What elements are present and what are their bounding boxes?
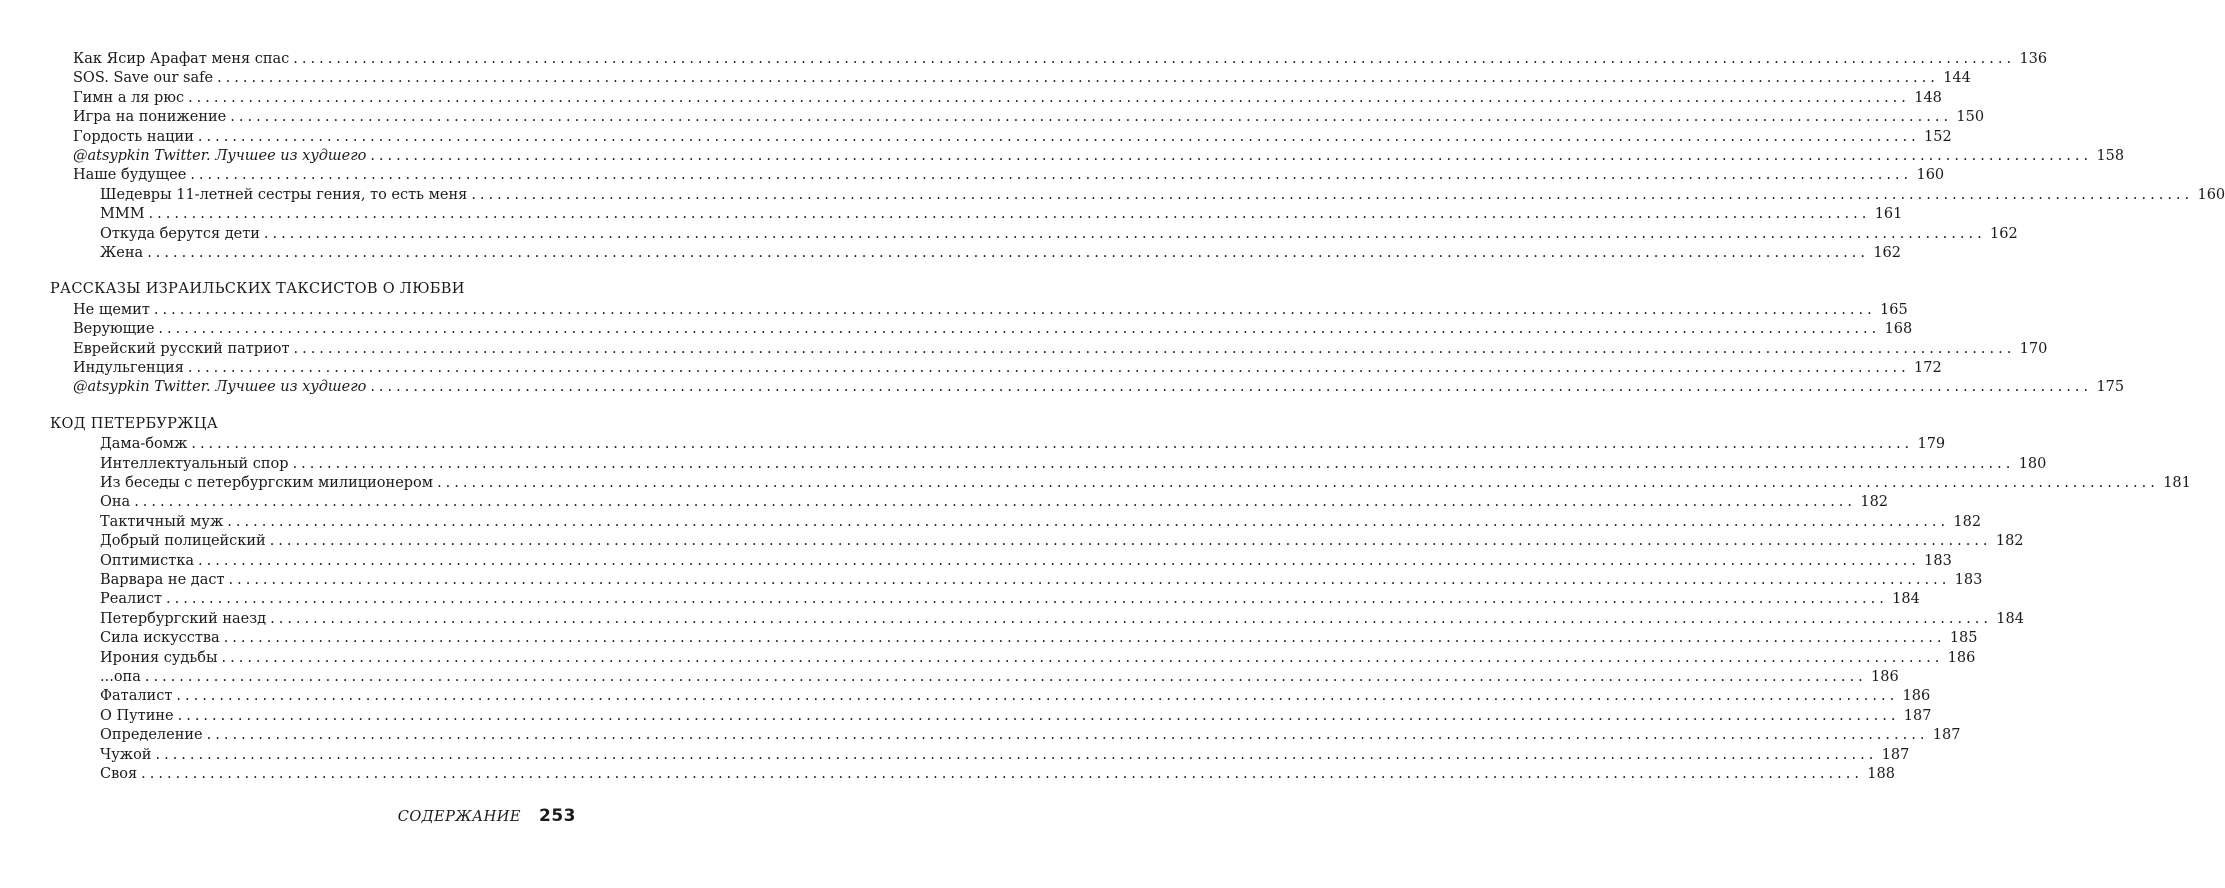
toc-entry-page: 160 xyxy=(2197,186,2225,203)
toc-entry xyxy=(100,474,2191,493)
toc-entry-page: 148 xyxy=(1914,89,1942,106)
dot-leader: ........................................................................................................................................................................................................ xyxy=(206,727,1929,744)
toc-entry-page: 170 xyxy=(2019,340,2048,357)
toc-entry-page: 162 xyxy=(1990,225,2018,242)
toc-entry xyxy=(73,108,1985,127)
toc-entry-title: Интеллектуальный спор xyxy=(100,455,289,472)
toc-entry-page: 144 xyxy=(1943,70,1971,87)
toc-entry-page: 185 xyxy=(1949,630,1978,647)
toc-entry xyxy=(73,89,1942,108)
dot-leader: ........................................................................................................................................................................................................ xyxy=(198,552,1920,569)
toc-entry xyxy=(100,610,2024,629)
dot-leader: ........................................................................................................................................................................................................ xyxy=(144,669,1867,685)
toc-entry-title: Наше будущее xyxy=(73,167,187,184)
dot-leader: ........................................................................................................................................................................................................ xyxy=(292,455,2015,472)
toc-entry xyxy=(100,513,1982,532)
toc-entry xyxy=(100,649,1976,668)
toc-entry xyxy=(100,707,1932,726)
toc-entry-page: 181 xyxy=(2163,475,2191,491)
dot-leader: ........................................................................................................................................................................................................ xyxy=(191,436,1914,453)
toc-entry-title: Реалист xyxy=(100,591,163,608)
section-heading: РАССКАЗЫ ИЗРАИЛЬСКИХ ТАКСИСТОВ О ЛЮБВИ xyxy=(50,281,465,298)
toc-entry xyxy=(73,378,2125,397)
toc-entry-title: Своя xyxy=(100,766,138,782)
toc-entry-page: 183 xyxy=(1924,552,1952,569)
toc-entry-title: @atsypkin Twitter. Лучшее из худшего xyxy=(73,148,367,164)
toc-entry-title: Верующие xyxy=(73,321,155,338)
toc-entry xyxy=(100,726,1961,745)
toc-entry xyxy=(73,128,1952,147)
toc-entry-title: Варвара не даст xyxy=(100,572,225,588)
toc-entry-title: О Путине xyxy=(100,707,174,724)
toc-entry-title: Добрый полицейский xyxy=(100,533,266,550)
dot-leader: ........................................................................................................................................................................................................ xyxy=(153,301,1876,318)
dot-leader: ........................................................................................................................................................................................................ xyxy=(158,321,1881,338)
toc-entry-page: 186 xyxy=(1902,688,1931,705)
toc-entry-page: 187 xyxy=(1903,707,1932,724)
dot-leader: ........................................................................................................................................................................................................ xyxy=(269,533,1992,550)
dot-leader: ........................................................................................................................................................................................................ xyxy=(471,186,2194,203)
dot-leader: ........................................................................................................................................................................................................ xyxy=(177,707,1900,724)
toc-entry-title: Как Ясир Арафат меня спас xyxy=(73,51,290,67)
dot-leader: ........................................................................................................................................................................................................ xyxy=(227,513,1950,530)
toc-entry xyxy=(100,186,2225,205)
toc-entry-title: Игра на понижение xyxy=(73,109,227,126)
toc-entry xyxy=(100,746,1910,765)
toc-entry-page: 168 xyxy=(1884,321,1913,338)
toc-entry-title: Тактичный муж xyxy=(100,513,224,530)
dot-leader: ........................................................................................................................................................................................................ xyxy=(155,746,1878,763)
toc-entry xyxy=(100,435,1946,454)
page-number: 253 xyxy=(539,806,576,826)
toc-entry-page: 175 xyxy=(2096,379,2125,396)
toc-entry xyxy=(73,320,1913,339)
toc-entry-page: 184 xyxy=(1996,610,2024,627)
toc-entry-page: 186 xyxy=(1947,649,1976,666)
toc-entry-title: Петербургский наезд xyxy=(100,610,267,627)
toc-entry-title: SOS. Save our safe xyxy=(73,70,214,87)
toc-entry xyxy=(100,552,1952,571)
toc-entry xyxy=(73,166,1945,185)
toc-entry-page: 160 xyxy=(1916,167,1945,184)
toc-entry xyxy=(100,225,2018,244)
running-footer xyxy=(398,806,576,826)
dot-leader: ........................................................................................................................................................................................................ xyxy=(147,245,1870,261)
dot-leader: ........................................................................................................................................................................................................ xyxy=(148,206,1871,223)
toc-entry xyxy=(73,340,2048,359)
toc-entry xyxy=(100,532,2024,551)
dot-leader: ........................................................................................................................................................................................................ xyxy=(293,51,2016,67)
toc-entry-title: Гимн а ля рюс xyxy=(73,89,185,106)
toc-entry xyxy=(73,147,2125,166)
section-heading: КОД ПЕТЕРБУРЖЦА xyxy=(50,415,219,432)
toc-entry-title: Чужой xyxy=(100,746,152,763)
toc-entry-page: 182 xyxy=(1995,533,2024,550)
toc-entry-page: 158 xyxy=(2096,148,2125,164)
dot-leader: ........................................................................................................................................................................................................ xyxy=(141,766,1863,782)
toc-entry xyxy=(73,301,1908,320)
toc-entry-title: Дама-бомж xyxy=(100,436,188,453)
toc-entry-title: Гордость нации xyxy=(73,128,194,145)
toc-entry-title: Оптимистка xyxy=(100,552,195,569)
dot-leader: ........................................................................................................................................................................................................ xyxy=(197,128,1920,145)
toc-entry-title: Индульгенция xyxy=(73,360,184,376)
dot-leader: ........................................................................................................................................................................................................ xyxy=(437,475,2159,491)
toc-entry-page: 184 xyxy=(1892,591,1920,608)
dot-leader: ........................................................................................................................................................................................................ xyxy=(223,630,1946,647)
toc-entry xyxy=(100,455,2047,474)
toc-entry xyxy=(100,205,1903,224)
toc-entry-page: 187 xyxy=(1881,746,1910,763)
toc-entry-page: 172 xyxy=(1914,360,1942,376)
toc-entry-title: Из беседы с петербургским милиционером xyxy=(100,475,434,491)
toc-entry-page: 188 xyxy=(1867,766,1895,782)
toc-entry xyxy=(100,571,1983,590)
toc-entry-page: 187 xyxy=(1932,727,1961,744)
toc-entry-title: Не щемит xyxy=(73,301,150,318)
toc-entry-page: 162 xyxy=(1873,245,1902,261)
toc-entry xyxy=(100,244,1902,263)
dot-leader: ........................................................................................................................................................................................................ xyxy=(187,360,1910,376)
toc-entry-title: МММ xyxy=(100,206,145,223)
dot-leader: ........................................................................................................................................................................................................ xyxy=(370,379,2093,396)
dot-leader: ........................................................................................................................................................................................................ xyxy=(221,649,1944,666)
toc-entry xyxy=(100,687,1931,706)
toc-entry-page: 182 xyxy=(1860,494,1889,511)
dot-leader: ........................................................................................................................................................................................................ xyxy=(134,494,1857,511)
toc-entry-page: 179 xyxy=(1917,436,1946,453)
toc-entry xyxy=(100,629,1978,648)
toc-entry-page: 186 xyxy=(1871,669,1899,685)
dot-leader: ........................................................................................................................................................................................................ xyxy=(228,572,1951,588)
toc-entry-page: 183 xyxy=(1954,572,1983,588)
dot-leader: ........................................................................................................................................................................................................ xyxy=(217,70,1939,87)
toc-entry-page: 161 xyxy=(1874,206,1903,223)
toc-entry-title: Она xyxy=(100,494,131,511)
toc-entry-title: Жена xyxy=(100,245,144,261)
running-title: СОДЕРЖАНИЕ xyxy=(397,809,521,825)
dot-leader: ........................................................................................................................................................................................................ xyxy=(166,591,1888,608)
toc-entry xyxy=(100,668,1899,687)
toc-entry-page: 180 xyxy=(2018,455,2047,472)
toc-entry-title: Фаталист xyxy=(100,688,173,705)
toc-entry-page: 182 xyxy=(1953,513,1982,530)
toc-entry-page: 152 xyxy=(1924,128,1952,145)
toc-entry-title: Ирония судьбы xyxy=(100,649,218,666)
toc-entry xyxy=(100,590,1920,609)
dot-leader: ........................................................................................................................................................................................................ xyxy=(263,225,1986,242)
toc-entry-title: Еврейский русский патриот xyxy=(73,340,290,357)
dot-leader: ........................................................................................................................................................................................................ xyxy=(370,148,2093,164)
toc-entry-title: @atsypkin Twitter. Лучшее из худшего xyxy=(73,379,367,396)
toc-entry-page: 165 xyxy=(1880,301,1908,318)
toc-entry-title: Откуда берутся дети xyxy=(100,225,260,242)
toc-entry xyxy=(100,765,1895,784)
toc-entry-title: Сила искусства xyxy=(100,630,220,647)
toc-entry-page: 150 xyxy=(1956,109,1985,126)
toc-entry xyxy=(100,493,1889,512)
toc-entry xyxy=(73,359,1942,378)
toc-entry-title: Определение xyxy=(100,727,203,744)
toc-entry-page: 136 xyxy=(2019,51,2048,67)
dot-leader: ........................................................................................................................................................................................................ xyxy=(190,167,1913,184)
toc-entry xyxy=(73,69,1971,88)
dot-leader: ........................................................................................................................................................................................................ xyxy=(188,89,1910,106)
toc-entry xyxy=(73,50,2048,69)
dot-leader: ........................................................................................................................................................................................................ xyxy=(270,610,1992,627)
dot-leader: ........................................................................................................................................................................................................ xyxy=(230,109,1953,126)
dot-leader: ........................................................................................................................................................................................................ xyxy=(176,688,1899,705)
dot-leader: ........................................................................................................................................................................................................ xyxy=(293,340,2016,357)
toc-entry-title: ...опа xyxy=(100,669,141,685)
toc-entry-title: Шедевры 11-летней сестры гения, то есть меня xyxy=(100,186,468,203)
